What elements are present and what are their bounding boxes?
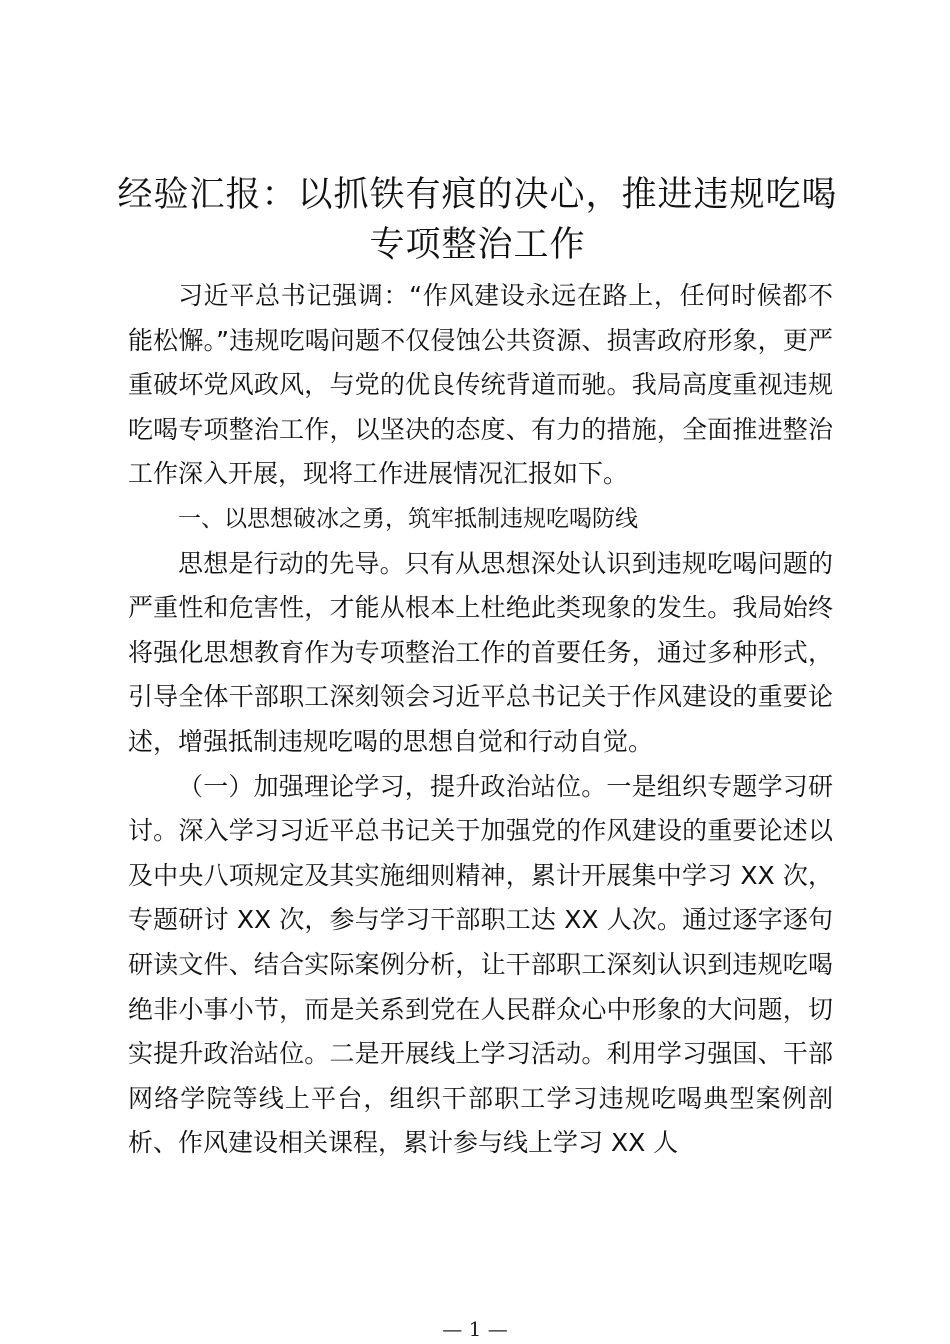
intro-paragraph: 习近平总书记强调：“作风建设永远在路上，任何时候都不能松懈。”违规吃喝问题不仅侵蚀公共资源、损害政府形象，更严重破坏党风政风，与党的优良传统背道而驰。我局高度重视违规吃喝专项整治工作，以坚决的态度、有力的措施，全面推进整治工作深入开展，现将工作进展情况汇报如下。	[128, 281, 833, 489]
document-body	[128, 274, 833, 1166]
section-1-paragraph: 思想是行动的先导。只有从思想深处认识到违规吃喝问题的严重性和危害性，才能从根本上杜绝此类现象的发生。我局始终将强化思想教育作为专项整治工作的首要任务，通过多种形式，引导全体干部职工深刻领会习近平总书记关于作风建设的重要论述，增强抵制违规吃喝的思想自觉和行动自觉。	[128, 548, 833, 756]
document-title: 经验汇报：以抓铁有痕的决心，推进违规吃喝专项整治工作	[117, 175, 838, 265]
section-heading-1: 一、以思想破冰之勇，筑牢抵制违规吃喝防线	[178, 505, 638, 532]
subsection-1-paragraph: （一）加强理论学习，提升政治站位。一是组织专题学习研讨。深入学习习近平总书记关于加强党的作风建设的重要论述以及中央八项规定及其实施细则精神，累计开展集中学习 XX 次，专题研讨 XX 次，参与学习干部职工达 XX 人次。通过逐字逐句研读文件、结合实际案例分析，让干部职工深刻认识到违规吃喝绝非小事小节，而是关系到党在人民群众心中形象的大问题，切实提升政治站位。二是开展线上学习活动。利用学习强国、干部网络学院等线上平台，组织干部职工学习违规吃喝典型案例剖析、作风建设相关课程，累计参与线上学习 XX 人	[128, 771, 833, 1158]
page-number: — 1 —	[442, 1317, 508, 1341]
